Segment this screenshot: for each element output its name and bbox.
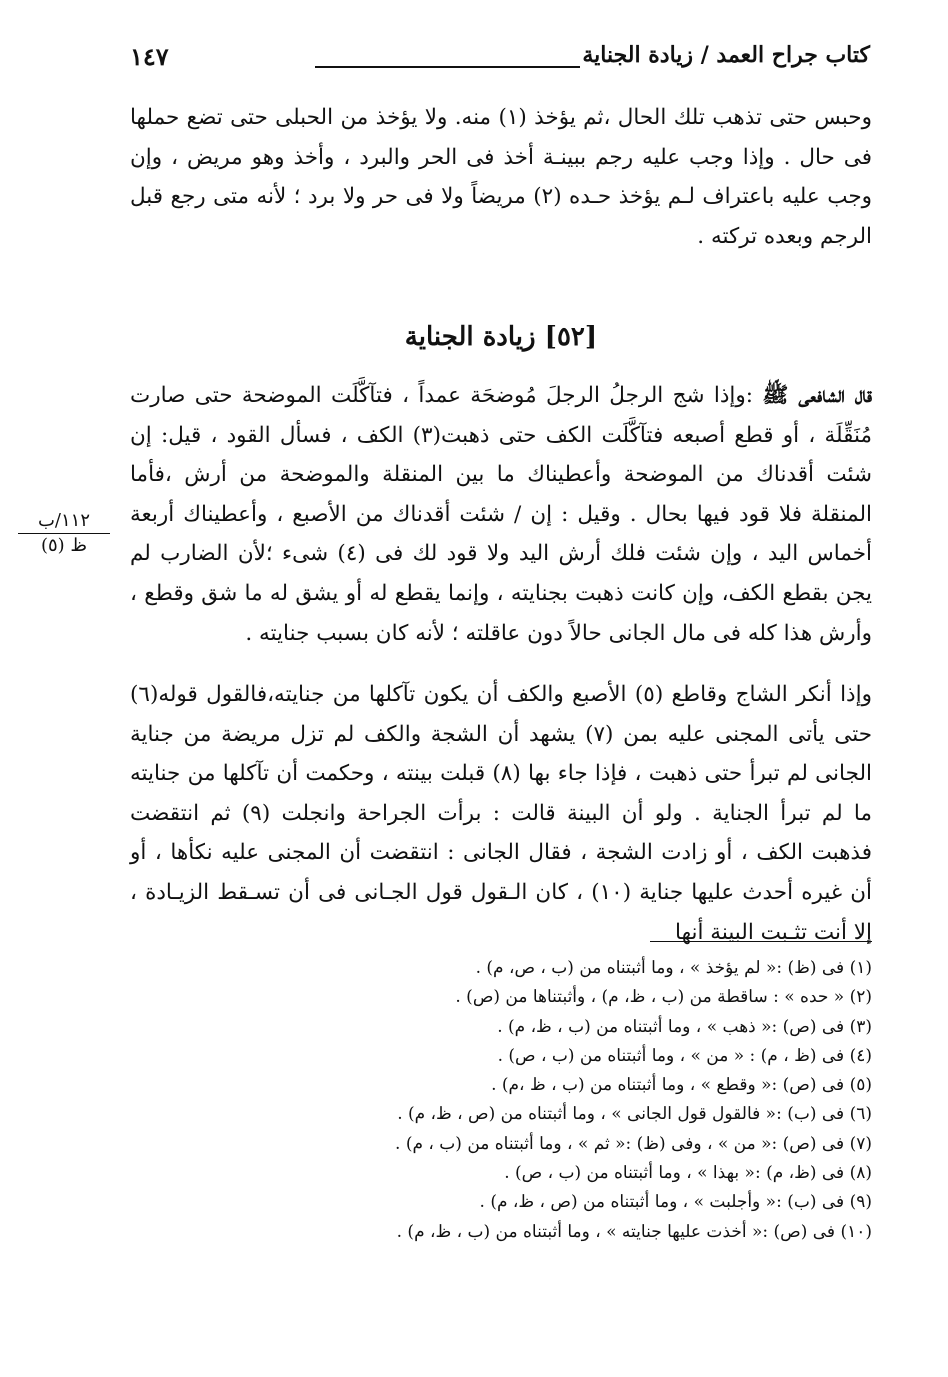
section-heading: [٥٢] زيادة الجناية xyxy=(404,322,598,352)
footnote-item: (٣) فى (ص) :« ذهب » ، وما أثبتناه من (ب ، ظ، م) . xyxy=(497,1016,872,1037)
footnote-item: (٢) « حده » : ساقطة من (ب ، ظ، م) ، وأثبتناها من (ص) . xyxy=(455,987,872,1008)
footnote-item: (٧) فى (ص) :« من » ، وفى (ظ) :« ثم » ، وما أثبتناه من (ب ، م) . xyxy=(395,1133,872,1154)
paragraph-3-text: وإذا أنكر الشاج وقاطع (٥) الأصبع والكف أن يكون تآكلها من جنايته،فالقول قوله(٦) حتى يأتى المجنى عليه بمن (٧) يشهد أن الشجة والكف لم تزل مريضة من جناية الجانى لم تبرأ حتى ذهبت ، فإذا جاء بها (٨) قبلت بينته ، وحكمت أن تآكلها من جنايته ما لم تبرأ الجناية . ولو أن البينة قالت : برأت الجراحة وانجلت (٩) ثم انتقضت فذهبت الكف ، أو زادت الشجة ، فقال الجانى : انتقضت أن المجنى عليه نكأها ، أو أن غيره أحدث عليها جناية (١٠) ، كان الـقول قول الجـانى فى أن تسـقط الزيـادة ، إلا أنت تثـبت البينة أنها xyxy=(130,682,872,945)
paragraph-2-text: :وإذا شج الرجلُ الرجلَ مُوضحَة عمداً ، فتآكَّلَت الموضحة حتى صارت مُنَقِّلَة ، أو قطع أصبعه فتآكَّلَت الكف حتى ذهبت(٣) الكف ، فسأل القود ، قيل: إن شئت أقدناك من الموضحة وأعطيناك ما بين المنقلة والموضحة من أرش ،فأما المنقلة فلا قود فيها بحال . وقيل : إن / شئت أقدناك من الأصبع ، وأعطيناك أربعة أخماس اليد ، وإن شئت فلك أرش اليد ولا قود لك فى (٤) شىء ؛لأن الضارب لم يجن بقطع الكف، وإن كانت ذهبت بجنايته ، وإنما يقطع له أو يشق له ما شق وقطع ، وأرش هذا كله فى مال الجانى حالاً دون عاقلته ؛ لأنه كان بسبب جنايته . xyxy=(130,383,872,646)
footnote-item: (١) فى (ظ) :« لم يؤخذ » ، وما أثبتناه من (ب ، ص، م) . xyxy=(475,958,872,978)
paragraph-2 xyxy=(130,376,872,653)
manuscript-folio-note xyxy=(18,510,110,557)
footnote-separator xyxy=(650,941,872,942)
footnote-item: (٦) فى (ب) :« فالقول قول الجانى » ، وما أثبتناه من (ص ، ظ، م) . xyxy=(397,1104,872,1125)
running-head-rule xyxy=(315,66,580,68)
footnote-item: (١٠) فى (ص) :« أخذت عليها جنايته » ، وما أثبتناه من (ب ، ظ، م) . xyxy=(396,1221,872,1242)
footnote-item: (٤) فى (ظ ، م) : « من » ، وما أثبتناه من (ب ، ص) . xyxy=(497,1045,872,1066)
paragraph-3 xyxy=(130,675,872,952)
folio-ref-bottom: ظ (٥) xyxy=(40,535,88,556)
footnote-item: (٨) فى (ظ، م) :« بهذا » ، وما أثبتناه من (ب ، ص) . xyxy=(504,1163,872,1184)
footnotes xyxy=(200,954,872,1247)
footnote-item: (٩) فى (ب) :« وأجلبت » ، وما أثبتناه من (ص ، ظ، م) . xyxy=(479,1192,872,1213)
paragraph-2-lead: قال الشافعى ﷺ xyxy=(762,383,873,408)
paragraph-1 xyxy=(130,98,872,256)
folio-ref-top: ١١٢/ب xyxy=(18,510,110,534)
running-head xyxy=(130,38,870,78)
footnote-item: (٥) فى (ص) :« وقطع » ، وما أثبتناه من (ب ، ظ ،م) . xyxy=(491,1075,872,1096)
page-number: ١٤٧ xyxy=(130,42,169,71)
paragraph-1-text: وحبس حتى تذهب تلك الحال ،ثم يؤخذ (١) منه. ولا يؤخذ من الحبلى حتى تضع حملها فى حال . وإذا وجب عليه رجم ببينـة أخذ فى الحر والبرد ، وأخذ وهو مريض ، وإن وجب عليه باعتراف لـم يؤخذ حـده (٢) مريضاً ولا فى حر ولا برد ؛ لأنه متى رجع قبل الرجم وبعده تركته . xyxy=(130,105,872,249)
running-head-title: كتاب جراح العمد / زيادة الجناية xyxy=(582,42,870,68)
